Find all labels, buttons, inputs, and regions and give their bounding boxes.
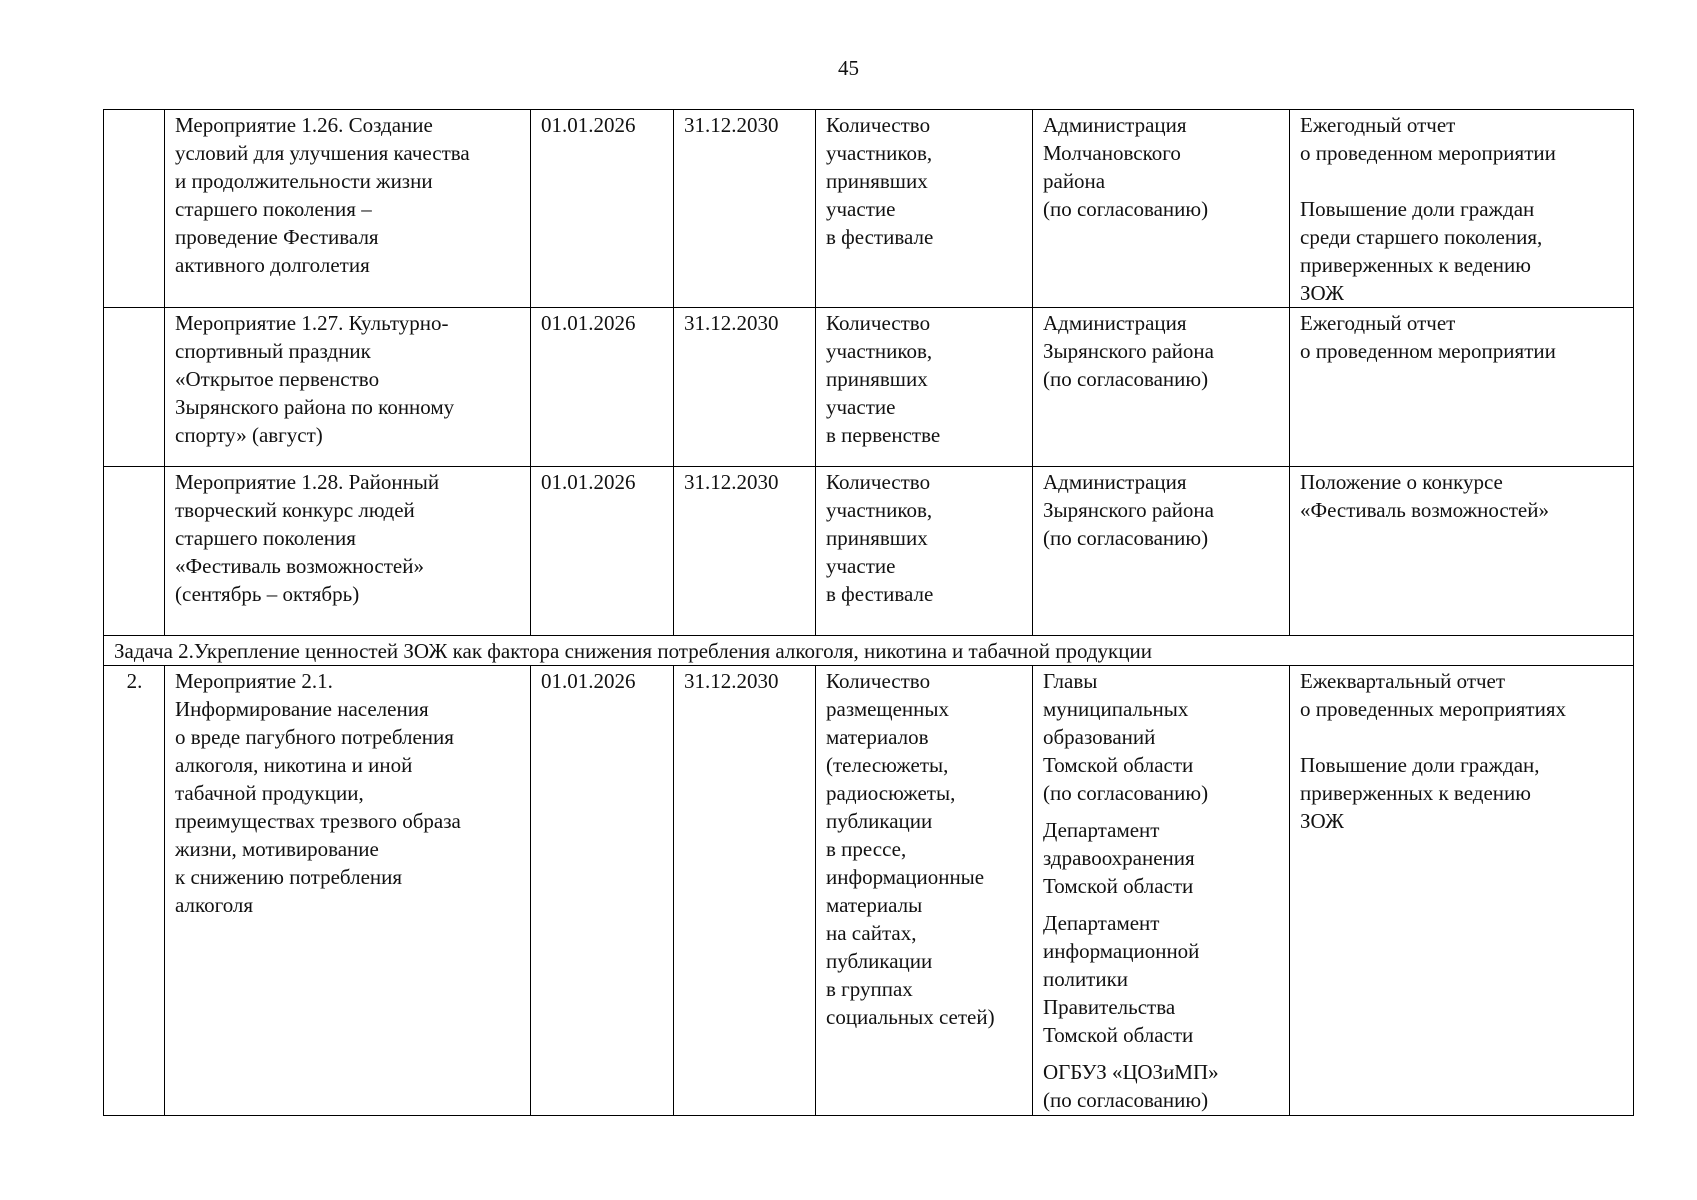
row-number-cell (104, 110, 165, 308)
indicator-cell (816, 308, 1033, 467)
start-date-cell-text: 01.01.2026 (541, 113, 636, 137)
indicator-cell (816, 467, 1033, 636)
end-date-cell-text: 31.12.2030 (684, 311, 779, 335)
cell-line: материалов (826, 725, 929, 749)
page-number: 45 (838, 56, 859, 80)
cell-line: (сентябрь – октябрь) (175, 582, 360, 606)
result-cell (1290, 308, 1634, 467)
cell-line: Зырянского района (1043, 498, 1214, 522)
cell-line: к снижению потребления (175, 865, 403, 889)
cell-line: информационные (826, 865, 985, 889)
cell-line: Количество (826, 669, 931, 693)
table-row (104, 666, 1634, 1116)
cell-line: Ежегодный отчет (1300, 113, 1456, 137)
cell-line: приверженных к ведению (1300, 781, 1531, 805)
cell-line: муниципальных (1043, 697, 1189, 721)
start-date-cell (531, 467, 674, 636)
responsible-entity (1043, 909, 1280, 1049)
end-date-cell-text: 31.12.2030 (684, 470, 779, 494)
cell-line: в фестивале (826, 225, 934, 249)
responsible-entity (1043, 111, 1280, 223)
indicator-cell (816, 666, 1033, 1116)
cell-line: алкоголя, никотина и иной (175, 753, 413, 777)
cell-line: Департамент (1043, 911, 1160, 935)
cell-line: принявших (826, 526, 928, 550)
row-number-cell (104, 467, 165, 636)
responsible-entity (1043, 667, 1280, 807)
event-cell (165, 110, 531, 308)
cell-line: преимуществах трезвого образа (175, 809, 461, 833)
result-cell (1290, 666, 1634, 1116)
cell-line: Мероприятие 1.28. Районный (175, 470, 440, 494)
event-cell (165, 308, 531, 467)
cell-line: Ежегодный отчет (1300, 311, 1456, 335)
cell-line: Администрация (1043, 311, 1187, 335)
end-date-cell (674, 467, 816, 636)
cell-line: (по согласованию) (1043, 197, 1209, 221)
cell-line: Информирование населения (175, 697, 429, 721)
result-paragraph (1300, 667, 1624, 723)
table-row (104, 110, 1634, 308)
cell-line: Ежеквартальный отчет (1300, 669, 1506, 693)
event-cell (165, 666, 531, 1116)
cell-line: в группах (826, 977, 913, 1001)
cell-line: здравоохранения (1043, 846, 1195, 870)
cell-line: алкоголя (175, 893, 254, 917)
cell-line: и продолжительности жизни (175, 169, 433, 193)
task-header-cell (104, 636, 1634, 666)
paragraph-gap (1300, 723, 1624, 751)
cell-line: Мероприятие 1.27. Культурно- (175, 311, 449, 335)
start-date-cell-text: 01.01.2026 (541, 470, 636, 494)
cell-line: Количество (826, 311, 931, 335)
activity-plan-table (103, 109, 1634, 1116)
cell-line: политики (1043, 967, 1129, 991)
cell-line: материалы (826, 893, 923, 917)
cell-line: Повышение доли граждан (1300, 197, 1535, 221)
cell-line: среди старшего поколения, (1300, 225, 1543, 249)
cell-line: старшего поколения – (175, 197, 372, 221)
cell-line: Главы (1043, 669, 1098, 693)
end-date-cell-text: 31.12.2030 (684, 113, 779, 137)
cell-line: (по согласованию) (1043, 526, 1209, 550)
cell-line: в прессе, (826, 837, 907, 861)
cell-line: Мероприятие 2.1. (175, 669, 333, 693)
cell-line: Количество (826, 113, 931, 137)
row-number-cell (104, 666, 165, 1116)
cell-line: Зырянского района по конному (175, 395, 455, 419)
cell-line: принявших (826, 367, 928, 391)
end-date-cell (674, 308, 816, 467)
responsible-entity (1043, 468, 1280, 552)
cell-line: спортивный праздник (175, 339, 371, 363)
cell-line: Томской области (1043, 874, 1194, 898)
responsible-cell (1033, 110, 1290, 308)
cell-line: «Открытое первенство (175, 367, 380, 391)
cell-line: Молчановского (1043, 141, 1181, 165)
cell-line: активного долголетия (175, 253, 370, 277)
table-row (104, 467, 1634, 636)
cell-line: ЗОЖ (1300, 281, 1344, 305)
cell-line: участников, (826, 498, 933, 522)
cell-line: Правительства (1043, 995, 1176, 1019)
cell-line: ЗОЖ (1300, 809, 1344, 833)
end-date-cell (674, 110, 816, 308)
start-date-cell (531, 110, 674, 308)
cell-line: Администрация (1043, 470, 1187, 494)
cell-line: условий для улучшения качества (175, 141, 470, 165)
cell-line: (телесюжеты, (826, 753, 949, 777)
result-paragraph (1300, 468, 1624, 524)
cell-line: участие (826, 395, 896, 419)
cell-line: (по согласованию) (1043, 1088, 1209, 1112)
cell-line: Администрация (1043, 113, 1187, 137)
start-date-cell-text: 01.01.2026 (541, 669, 636, 693)
cell-line: информационной (1043, 939, 1200, 963)
cell-line: на сайтах, (826, 921, 917, 945)
task-header-row (104, 636, 1634, 666)
cell-line: о проведенных мероприятиях (1300, 697, 1566, 721)
responsible-entity (1043, 816, 1280, 900)
indicator-cell (816, 110, 1033, 308)
cell-line: «Фестиваль возможностей» (175, 554, 424, 578)
start-date-cell (531, 308, 674, 467)
cell-line: «Фестиваль возможностей» (1300, 498, 1549, 522)
row-number-cell-text: 2. (126, 669, 143, 693)
responsible-cell (1033, 666, 1290, 1116)
start-date-cell-text: 01.01.2026 (541, 311, 636, 335)
paragraph-gap (1300, 167, 1624, 195)
cell-line: участие (826, 554, 896, 578)
cell-line: участников, (826, 339, 933, 363)
cell-line: Зырянского района (1043, 339, 1214, 363)
result-cell (1290, 467, 1634, 636)
cell-line: (по согласованию) (1043, 367, 1209, 391)
cell-line: социальных сетей) (826, 1005, 995, 1029)
cell-line: табачной продукции, (175, 781, 364, 805)
cell-line: (по согласованию) (1043, 781, 1209, 805)
cell-line: проведение Фестиваля (175, 225, 379, 249)
cell-line: старшего поколения (175, 526, 356, 550)
cell-line: о проведенном мероприятии (1300, 141, 1556, 165)
result-paragraph (1300, 309, 1624, 365)
cell-line: творческий конкурс людей (175, 498, 415, 522)
result-paragraph (1300, 111, 1624, 167)
cell-line: радиосюжеты, (826, 781, 956, 805)
cell-line: участие (826, 197, 896, 221)
cell-line: Повышение доли граждан, (1300, 753, 1540, 777)
cell-line: публикации (826, 809, 933, 833)
result-paragraph (1300, 195, 1624, 307)
cell-line: в первенстве (826, 423, 941, 447)
cell-line: о проведенном мероприятии (1300, 339, 1556, 363)
cell-line: о вреде пагубного потребления (175, 725, 454, 749)
cell-line: принявших (826, 169, 928, 193)
cell-line: Положение о конкурсе (1300, 470, 1503, 494)
responsible-cell (1033, 308, 1290, 467)
cell-line: приверженных к ведению (1300, 253, 1531, 277)
cell-line: Томской области (1043, 753, 1194, 777)
cell-line: Департамент (1043, 818, 1160, 842)
cell-line: спорту» (август) (175, 423, 323, 447)
cell-line: публикации (826, 949, 933, 973)
result-cell (1290, 110, 1634, 308)
cell-line: жизни, мотивирование (175, 837, 379, 861)
event-cell (165, 467, 531, 636)
end-date-cell (674, 666, 816, 1116)
start-date-cell (531, 666, 674, 1116)
table-row (104, 308, 1634, 467)
task-header-text: Задача 2.Укрепление ценностей ЗОЖ как фактора снижения потребления алкоголя, никотина и табачной продукции (114, 639, 1152, 663)
responsible-entity (1043, 1058, 1280, 1114)
cell-line: района (1043, 169, 1106, 193)
cell-line: в фестивале (826, 582, 934, 606)
cell-line: участников, (826, 141, 933, 165)
cell-line: Томской области (1043, 1023, 1194, 1047)
end-date-cell-text: 31.12.2030 (684, 669, 779, 693)
row-number-cell (104, 308, 165, 467)
cell-line: размещенных (826, 697, 950, 721)
table-body (104, 110, 1634, 1116)
cell-line: образований (1043, 725, 1156, 749)
responsible-cell (1033, 467, 1290, 636)
responsible-entity (1043, 309, 1280, 393)
cell-line: Количество (826, 470, 931, 494)
result-paragraph (1300, 751, 1624, 835)
cell-line: ОГБУЗ «ЦОЗиМП» (1043, 1060, 1219, 1084)
cell-line: Мероприятие 1.26. Создание (175, 113, 433, 137)
